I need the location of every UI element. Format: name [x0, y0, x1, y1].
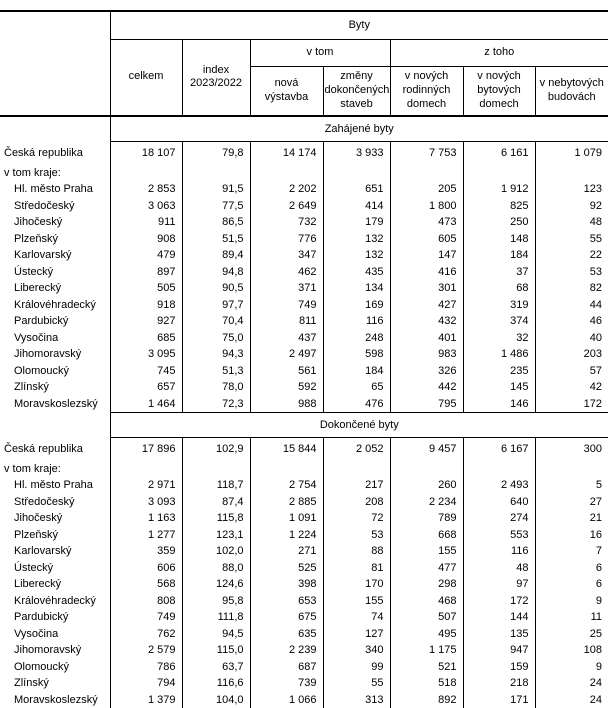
value-cell: 1 066: [250, 692, 323, 708]
value-cell: 592: [250, 379, 323, 396]
value-cell: 63,7: [182, 659, 250, 676]
value-cell: 127: [323, 626, 390, 643]
value-cell: 947: [463, 642, 535, 659]
value-cell: 1 277: [147, 528, 176, 541]
value-cell: 808: [157, 594, 176, 607]
value-cell: 749: [250, 297, 323, 314]
column-header-bytove-domy: v nových bytových domech: [463, 66, 535, 116]
value-cell: 40: [535, 330, 608, 347]
value-cell: 169: [323, 297, 390, 314]
region-label: Středočeský: [0, 494, 110, 511]
country-label: Česká republika: [0, 141, 110, 164]
value-cell: 57: [535, 363, 608, 380]
value-cell: 2 579: [147, 644, 176, 657]
region-label: Zlínský: [0, 675, 110, 692]
value-cell: 414: [323, 198, 390, 215]
value-cell: 479: [157, 249, 176, 262]
table-row-subtitle: [0, 164, 608, 181]
region-label: Karlovarský: [0, 247, 110, 264]
value-cell: 6 167: [463, 437, 535, 460]
value-cell: 115,8: [182, 510, 250, 527]
table-row: [0, 198, 608, 215]
value-cell: 3 095: [147, 348, 176, 361]
value-cell: 442: [390, 379, 463, 396]
value-cell: 97: [463, 576, 535, 593]
value-cell: 146: [463, 396, 535, 413]
value-cell: 88,0: [182, 560, 250, 577]
value-cell: 795: [390, 396, 463, 413]
region-label: Plzeňský: [0, 527, 110, 544]
value-cell: 477: [390, 560, 463, 577]
value-cell: 95,8: [182, 593, 250, 610]
value-cell: 326: [390, 363, 463, 380]
table-row-total: [0, 437, 608, 460]
table-row-subtitle: [0, 460, 608, 477]
value-cell: 2 234: [390, 494, 463, 511]
region-label: Královéhradecký: [0, 297, 110, 314]
value-cell: 892: [390, 692, 463, 708]
value-cell: 1 486: [463, 346, 535, 363]
region-label: Liberecký: [0, 280, 110, 297]
value-cell: 298: [390, 576, 463, 593]
value-cell: 74: [323, 609, 390, 626]
value-cell: 25: [535, 626, 608, 643]
value-cell: 1 800: [390, 198, 463, 215]
region-label: Jihočeský: [0, 510, 110, 527]
value-cell: 72: [323, 510, 390, 527]
value-cell: 786: [157, 660, 176, 673]
country-label: Česká republika: [0, 437, 110, 460]
region-label: Středočeský: [0, 198, 110, 215]
column-header-zmeny-staveb: změny dokončených staveb: [323, 66, 390, 116]
table-row: [0, 247, 608, 264]
table-row: [0, 576, 608, 593]
value-cell: 983: [390, 346, 463, 363]
table-row: [0, 494, 608, 511]
value-cell: 144: [463, 609, 535, 626]
table-row: [0, 692, 608, 708]
table-row: [0, 609, 608, 626]
region-label: Zlínský: [0, 379, 110, 396]
value-cell: 132: [323, 247, 390, 264]
value-cell: 159: [463, 659, 535, 676]
value-cell: 97,7: [182, 297, 250, 314]
value-cell: 398: [250, 576, 323, 593]
value-cell: 147: [390, 247, 463, 264]
region-label: Královéhradecký: [0, 593, 110, 610]
value-cell: 2 239: [250, 642, 323, 659]
value-cell: 495: [390, 626, 463, 643]
column-header-celkem: celkem: [110, 39, 182, 116]
value-cell: 22: [535, 247, 608, 264]
region-label: Pardubický: [0, 609, 110, 626]
value-cell: 271: [250, 543, 323, 560]
table-row: [0, 231, 608, 248]
value-cell: 374: [463, 313, 535, 330]
value-cell: 657: [157, 381, 176, 394]
value-cell: 102,0: [182, 543, 250, 560]
value-cell: 274: [463, 510, 535, 527]
value-cell: 145: [463, 379, 535, 396]
value-cell: 2 971: [147, 479, 176, 492]
value-cell: 745: [157, 364, 176, 377]
value-cell: 988: [250, 396, 323, 413]
value-cell: 359: [157, 545, 176, 558]
value-cell: 208: [323, 494, 390, 511]
value-cell: 687: [250, 659, 323, 676]
value-cell: 78,0: [182, 379, 250, 396]
value-cell: 14 174: [250, 141, 323, 164]
value-cell: 432: [390, 313, 463, 330]
value-cell: 1 079: [535, 141, 608, 164]
table-row: [0, 264, 608, 281]
value-cell: 94,3: [182, 346, 250, 363]
value-cell: 762: [157, 627, 176, 640]
value-cell: 476: [323, 396, 390, 413]
value-cell: 116: [323, 313, 390, 330]
value-cell: 18 107: [141, 146, 176, 159]
value-cell: 123: [535, 181, 608, 198]
value-cell: 811: [250, 313, 323, 330]
value-cell: 87,4: [182, 494, 250, 511]
table-row: [0, 280, 608, 297]
corner-cell: [0, 11, 110, 116]
value-cell: 24: [535, 692, 608, 708]
value-cell: 72,3: [182, 396, 250, 413]
value-cell: 75,0: [182, 330, 250, 347]
section-title-dokoncene: Dokončené byty: [110, 412, 608, 437]
value-cell: 1 091: [250, 510, 323, 527]
value-cell: 68: [463, 280, 535, 297]
value-cell: 2 754: [250, 477, 323, 494]
value-cell: 108: [535, 642, 608, 659]
value-cell: 313: [323, 692, 390, 708]
table-row: [0, 675, 608, 692]
value-cell: 51,5: [182, 231, 250, 248]
value-cell: 88: [323, 543, 390, 560]
region-label: Hl. město Praha: [0, 477, 110, 494]
value-cell: 521: [390, 659, 463, 676]
value-cell: 9 457: [390, 437, 463, 460]
value-cell: 184: [323, 363, 390, 380]
value-cell: 44: [535, 297, 608, 314]
value-cell: 70,4: [182, 313, 250, 330]
region-label: Jihočeský: [0, 214, 110, 231]
value-cell: 218: [463, 675, 535, 692]
value-cell: 685: [157, 331, 176, 344]
value-cell: 739: [250, 675, 323, 692]
value-cell: 1 464: [147, 397, 176, 410]
value-cell: 27: [535, 494, 608, 511]
table-row: [0, 313, 608, 330]
value-cell: 794: [157, 677, 176, 690]
table-row: [0, 297, 608, 314]
value-cell: 301: [390, 280, 463, 297]
value-cell: 437: [250, 330, 323, 347]
value-cell: 2 497: [250, 346, 323, 363]
section-band: [0, 412, 608, 437]
value-cell: 640: [463, 494, 535, 511]
region-label: Liberecký: [0, 576, 110, 593]
value-cell: 184: [463, 247, 535, 264]
value-cell: 1 175: [390, 642, 463, 659]
value-cell: 42: [535, 379, 608, 396]
value-cell: 16: [535, 527, 608, 544]
value-cell: 927: [157, 315, 176, 328]
value-cell: 401: [390, 330, 463, 347]
value-cell: 7: [535, 543, 608, 560]
value-cell: 5: [535, 477, 608, 494]
value-cell: 505: [157, 282, 176, 295]
value-cell: 91,5: [182, 181, 250, 198]
value-cell: 15 844: [250, 437, 323, 460]
value-cell: 473: [390, 214, 463, 231]
region-label: Ústecký: [0, 560, 110, 577]
value-cell: 507: [390, 609, 463, 626]
value-cell: 1 224: [250, 527, 323, 544]
value-cell: 94,8: [182, 264, 250, 281]
value-cell: 911: [157, 216, 176, 229]
value-cell: 2 649: [250, 198, 323, 215]
value-cell: 48: [463, 560, 535, 577]
subtitle-label: v tom kraje:: [0, 164, 110, 181]
value-cell: 2 052: [323, 437, 390, 460]
value-cell: 6: [535, 560, 608, 577]
value-cell: 111,8: [182, 609, 250, 626]
value-cell: 9: [535, 659, 608, 676]
region-label: Jihomoravský: [0, 642, 110, 659]
value-cell: 1 379: [110, 692, 182, 708]
region-label: Jihomoravský: [0, 346, 110, 363]
value-cell: 124,6: [182, 576, 250, 593]
table-row: [0, 560, 608, 577]
value-cell: 340: [323, 642, 390, 659]
value-cell: 51,3: [182, 363, 250, 380]
value-cell: 116,6: [182, 675, 250, 692]
value-cell: 2 493: [463, 477, 535, 494]
region-label: Pardubický: [0, 313, 110, 330]
table-row: [0, 510, 608, 527]
band-left-cell: [0, 412, 110, 437]
value-cell: 65: [323, 379, 390, 396]
value-cell: 205: [390, 181, 463, 198]
section-title-zahajene: Zahájené byty: [110, 116, 608, 141]
value-cell: 525: [250, 560, 323, 577]
value-cell: 37: [463, 264, 535, 281]
table-row: [0, 543, 608, 560]
value-cell: 518: [390, 675, 463, 692]
value-cell: 235: [463, 363, 535, 380]
value-cell: 32: [463, 330, 535, 347]
value-cell: 749: [157, 611, 176, 624]
value-cell: 347: [250, 247, 323, 264]
value-cell: 605: [390, 231, 463, 248]
region-label: Moravskoslezský: [0, 692, 110, 708]
region-label: Olomoucký: [0, 363, 110, 380]
table-row: [0, 642, 608, 659]
value-cell: 3 933: [323, 141, 390, 164]
value-cell: 675: [250, 609, 323, 626]
value-cell: 427: [390, 297, 463, 314]
value-cell: 123,1: [182, 527, 250, 544]
value-cell: 606: [157, 561, 176, 574]
region-label: Hl. město Praha: [0, 181, 110, 198]
column-group-byty: Byty: [110, 11, 608, 39]
value-cell: 568: [157, 578, 176, 591]
value-cell: 46: [535, 313, 608, 330]
value-cell: 24: [535, 675, 608, 692]
value-cell: 561: [250, 363, 323, 380]
region-label: Plzeňský: [0, 231, 110, 248]
value-cell: 462: [250, 264, 323, 281]
column-header-index: index 2023/2022: [182, 39, 250, 116]
column-group-z-toho: z toho: [390, 39, 608, 66]
value-cell: 789: [390, 510, 463, 527]
table-row: [0, 379, 608, 396]
value-cell: 1 912: [463, 181, 535, 198]
value-cell: 21: [535, 510, 608, 527]
table-row: [0, 593, 608, 610]
table-row: [0, 626, 608, 643]
band-left-cell: [0, 116, 110, 141]
value-cell: 94,5: [182, 626, 250, 643]
column-header-nova-vystavba: nová výstavba: [250, 66, 323, 116]
value-cell: 653: [250, 593, 323, 610]
value-cell: 319: [463, 297, 535, 314]
value-cell: 172: [463, 593, 535, 610]
value-cell: 9: [535, 593, 608, 610]
region-label: Vysočina: [0, 330, 110, 347]
value-cell: 2 853: [147, 183, 176, 196]
value-cell: 668: [390, 527, 463, 544]
value-cell: 115,0: [182, 642, 250, 659]
value-cell: 7 753: [390, 141, 463, 164]
table-row: [0, 527, 608, 544]
subtitle-label: v tom kraje:: [0, 460, 110, 477]
value-cell: 651: [323, 181, 390, 198]
value-cell: 1 163: [147, 512, 176, 525]
value-cell: 248: [323, 330, 390, 347]
value-cell: 732: [250, 214, 323, 231]
table-row: [0, 346, 608, 363]
value-cell: 260: [390, 477, 463, 494]
value-cell: 2 885: [250, 494, 323, 511]
table-row: [0, 477, 608, 494]
value-cell: 155: [323, 593, 390, 610]
value-cell: 55: [323, 675, 390, 692]
value-cell: 217: [323, 477, 390, 494]
value-cell: 6: [535, 576, 608, 593]
value-cell: 148: [463, 231, 535, 248]
value-cell: 918: [157, 298, 176, 311]
value-cell: 81: [323, 560, 390, 577]
value-cell: 77,5: [182, 198, 250, 215]
value-cell: 776: [250, 231, 323, 248]
value-cell: 2 202: [250, 181, 323, 198]
value-cell: 134: [323, 280, 390, 297]
value-cell: 553: [463, 527, 535, 544]
table-row: [0, 214, 608, 231]
value-cell: 203: [535, 346, 608, 363]
table-row: [0, 363, 608, 380]
value-cell: 116: [463, 543, 535, 560]
column-header-nebytove-budovy: v nebytových budovách: [535, 66, 608, 116]
region-label: Moravskoslezský: [0, 396, 110, 413]
value-cell: 908: [157, 232, 176, 245]
value-cell: 104,0: [182, 692, 250, 708]
value-cell: 89,4: [182, 247, 250, 264]
region-label: Vysočina: [0, 626, 110, 643]
value-cell: 53: [535, 264, 608, 281]
value-cell: 53: [323, 527, 390, 544]
table-row: [0, 396, 608, 413]
value-cell: 92: [535, 198, 608, 215]
value-cell: 132: [323, 231, 390, 248]
value-cell: 6 161: [463, 141, 535, 164]
table-row: [0, 181, 608, 198]
region-label: Ústecký: [0, 264, 110, 281]
value-cell: 171: [463, 692, 535, 708]
value-cell: 371: [250, 280, 323, 297]
value-cell: 82: [535, 280, 608, 297]
value-cell: 468: [390, 593, 463, 610]
column-header-rodinne-domy: v nových rodinných domech: [390, 66, 463, 116]
value-cell: 416: [390, 264, 463, 281]
value-cell: 135: [463, 626, 535, 643]
value-cell: 155: [390, 543, 463, 560]
value-cell: 825: [463, 198, 535, 215]
value-cell: 635: [250, 626, 323, 643]
value-cell: 17 896: [141, 442, 176, 455]
value-cell: 90,5: [182, 280, 250, 297]
value-cell: 435: [323, 264, 390, 281]
value-cell: 99: [323, 659, 390, 676]
dwellings-statistics-table: [0, 10, 608, 708]
section-band: [0, 116, 608, 141]
value-cell: 48: [535, 214, 608, 231]
table-row: [0, 659, 608, 676]
value-cell: 118,7: [182, 477, 250, 494]
value-cell: 179: [323, 214, 390, 231]
column-group-v-tom: v tom: [250, 39, 390, 66]
region-label: Karlovarský: [0, 543, 110, 560]
value-cell: 170: [323, 576, 390, 593]
value-cell: 55: [535, 231, 608, 248]
table-row-total: [0, 141, 608, 164]
value-cell: 86,5: [182, 214, 250, 231]
value-cell: 250: [463, 214, 535, 231]
value-cell: 11: [535, 609, 608, 626]
value-cell: 102,9: [182, 437, 250, 460]
value-cell: 3 063: [147, 199, 176, 212]
value-cell: 3 093: [147, 495, 176, 508]
table-row: [0, 330, 608, 347]
value-cell: 598: [323, 346, 390, 363]
value-cell: 79,8: [182, 141, 250, 164]
region-label: Olomoucký: [0, 659, 110, 676]
value-cell: 897: [157, 265, 176, 278]
value-cell: 300: [535, 437, 608, 460]
value-cell: 172: [535, 396, 608, 413]
